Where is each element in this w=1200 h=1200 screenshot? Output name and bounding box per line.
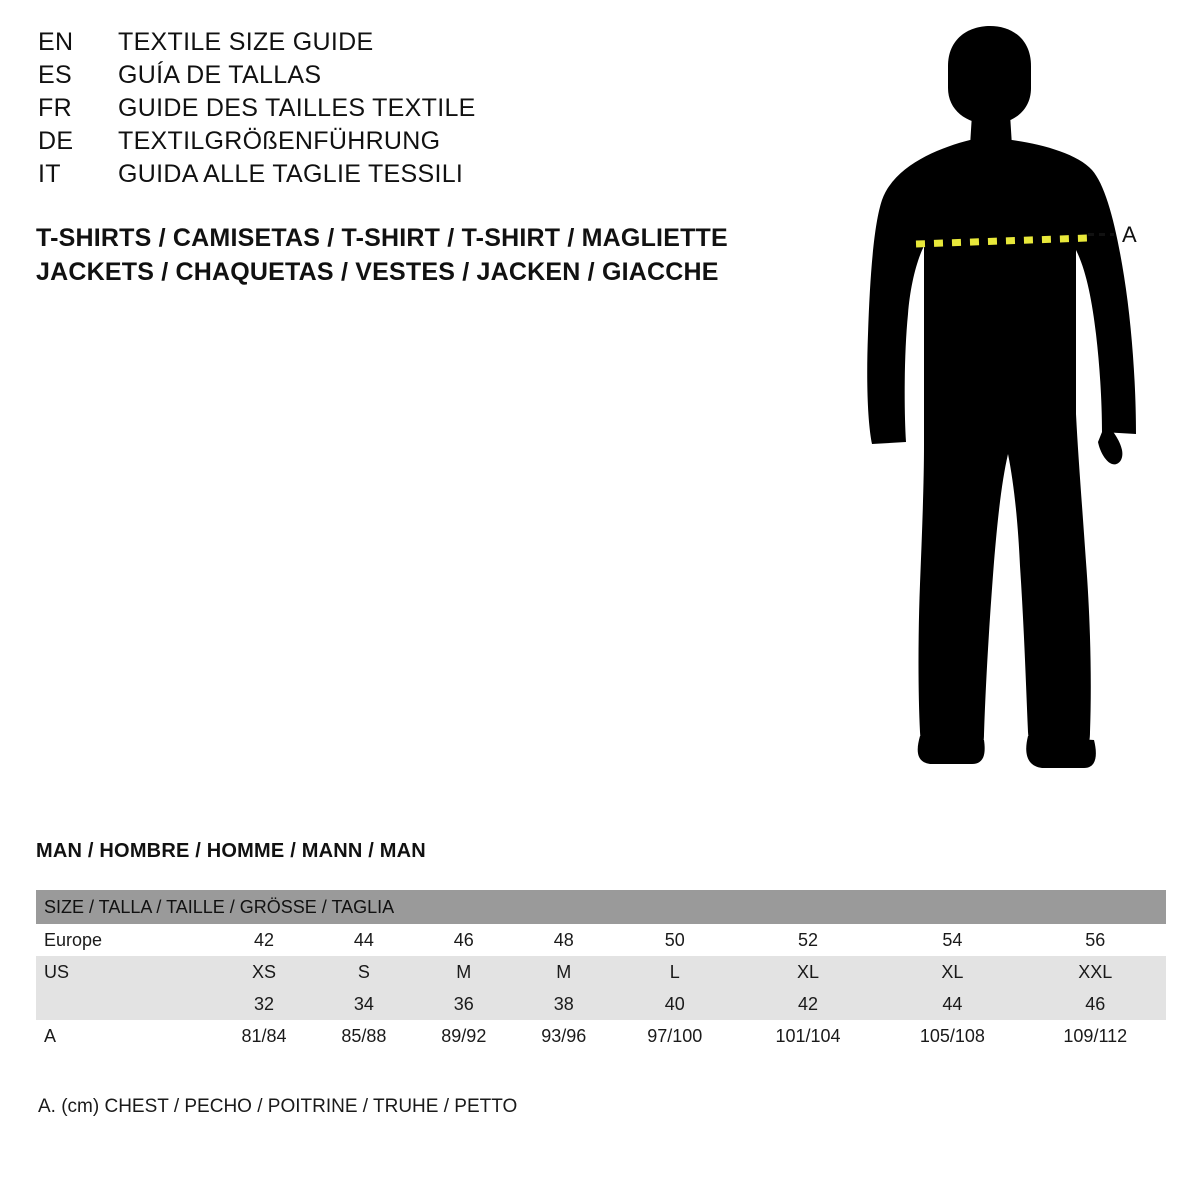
table-row <box>36 1020 1166 1052</box>
language-row <box>38 63 758 88</box>
language-header-block <box>38 30 758 195</box>
language-code: EN <box>38 28 74 56</box>
table-cell: 85/88 <box>314 1020 414 1052</box>
language-title: GUÍA DE TALLAS <box>118 61 322 89</box>
language-code: DE <box>38 127 74 155</box>
size-table <box>36 890 1166 1052</box>
table-cell: XXL <box>1025 956 1166 988</box>
language-row <box>38 30 758 55</box>
table-row-header <box>36 890 1166 924</box>
table-cell: 46 <box>414 924 514 956</box>
table-row <box>36 924 1166 956</box>
table-cell: S <box>314 956 414 988</box>
language-title: TEXTILGRÖßENFÜHRUNG <box>118 127 441 155</box>
category-line-jackets: JACKETS / CHAQUETAS / VESTES / JACKEN / GIACCHE <box>36 257 719 286</box>
category-line-tshirts: T-SHIRTS / CAMISETAS / T-SHIRT / T-SHIRT / MAGLIETTE <box>36 224 728 252</box>
table-cell: L <box>614 956 736 988</box>
table-cell: 32 <box>214 988 314 1020</box>
measure-label-a: A <box>1122 222 1137 247</box>
table-cell: 42 <box>214 924 314 956</box>
table-header-label: SIZE / TALLA / TAILLE / GRÖSSE / TAGLIA <box>36 890 1166 924</box>
table-cell: 93/96 <box>514 1020 614 1052</box>
table-cell: 50 <box>614 924 736 956</box>
table-cell: XS <box>214 956 314 988</box>
category-block <box>36 222 816 290</box>
language-code: IT <box>38 160 61 188</box>
language-row <box>38 129 758 154</box>
table-cell: 81/84 <box>214 1020 314 1052</box>
table-cell: 44 <box>880 988 1024 1020</box>
table-cell: 46 <box>1025 988 1166 1020</box>
table-cell: M <box>514 956 614 988</box>
table-cell: 109/112 <box>1025 1020 1166 1052</box>
silhouette-svg <box>820 14 1180 794</box>
table-cell: XL <box>736 956 880 988</box>
language-row <box>38 162 758 187</box>
table-section-title: MAN / HOMBRE / HOMME / MANN / MAN <box>36 840 426 862</box>
language-code: FR <box>38 94 72 122</box>
table-cell: 48 <box>514 924 614 956</box>
table-cell: 34 <box>314 988 414 1020</box>
row-label-us: US <box>36 956 214 988</box>
language-title: GUIDE DES TAILLES TEXTILE <box>118 94 476 122</box>
table-cell: XL <box>880 956 1024 988</box>
table-cell: 54 <box>880 924 1024 956</box>
table-row <box>36 988 1166 1020</box>
body-silhouette-figure <box>820 14 1180 794</box>
row-label-blank <box>36 988 214 1020</box>
language-code: ES <box>38 61 72 89</box>
table-cell: 40 <box>614 988 736 1020</box>
table-cell: M <box>414 956 514 988</box>
table-cell: 36 <box>414 988 514 1020</box>
table-cell: 52 <box>736 924 880 956</box>
table-cell: 97/100 <box>614 1020 736 1052</box>
table-cell: 56 <box>1025 924 1166 956</box>
table-cell: 38 <box>514 988 614 1020</box>
table-cell: 44 <box>314 924 414 956</box>
table-cell: 89/92 <box>414 1020 514 1052</box>
language-title: GUIDA ALLE TAGLIE TESSILI <box>118 160 464 188</box>
table-row <box>36 956 1166 988</box>
language-row <box>38 96 758 121</box>
measure-pointer-dashes <box>1088 233 1114 236</box>
footnote-chest: A. (cm) CHEST / PECHO / POITRINE / TRUHE / PETTO <box>38 1096 518 1117</box>
row-label-a: A <box>36 1020 214 1052</box>
table-cell: 42 <box>736 988 880 1020</box>
table-cell: 101/104 <box>736 1020 880 1052</box>
language-title: TEXTILE SIZE GUIDE <box>118 28 374 56</box>
table-cell: 105/108 <box>880 1020 1024 1052</box>
row-label-europe: Europe <box>36 924 214 956</box>
